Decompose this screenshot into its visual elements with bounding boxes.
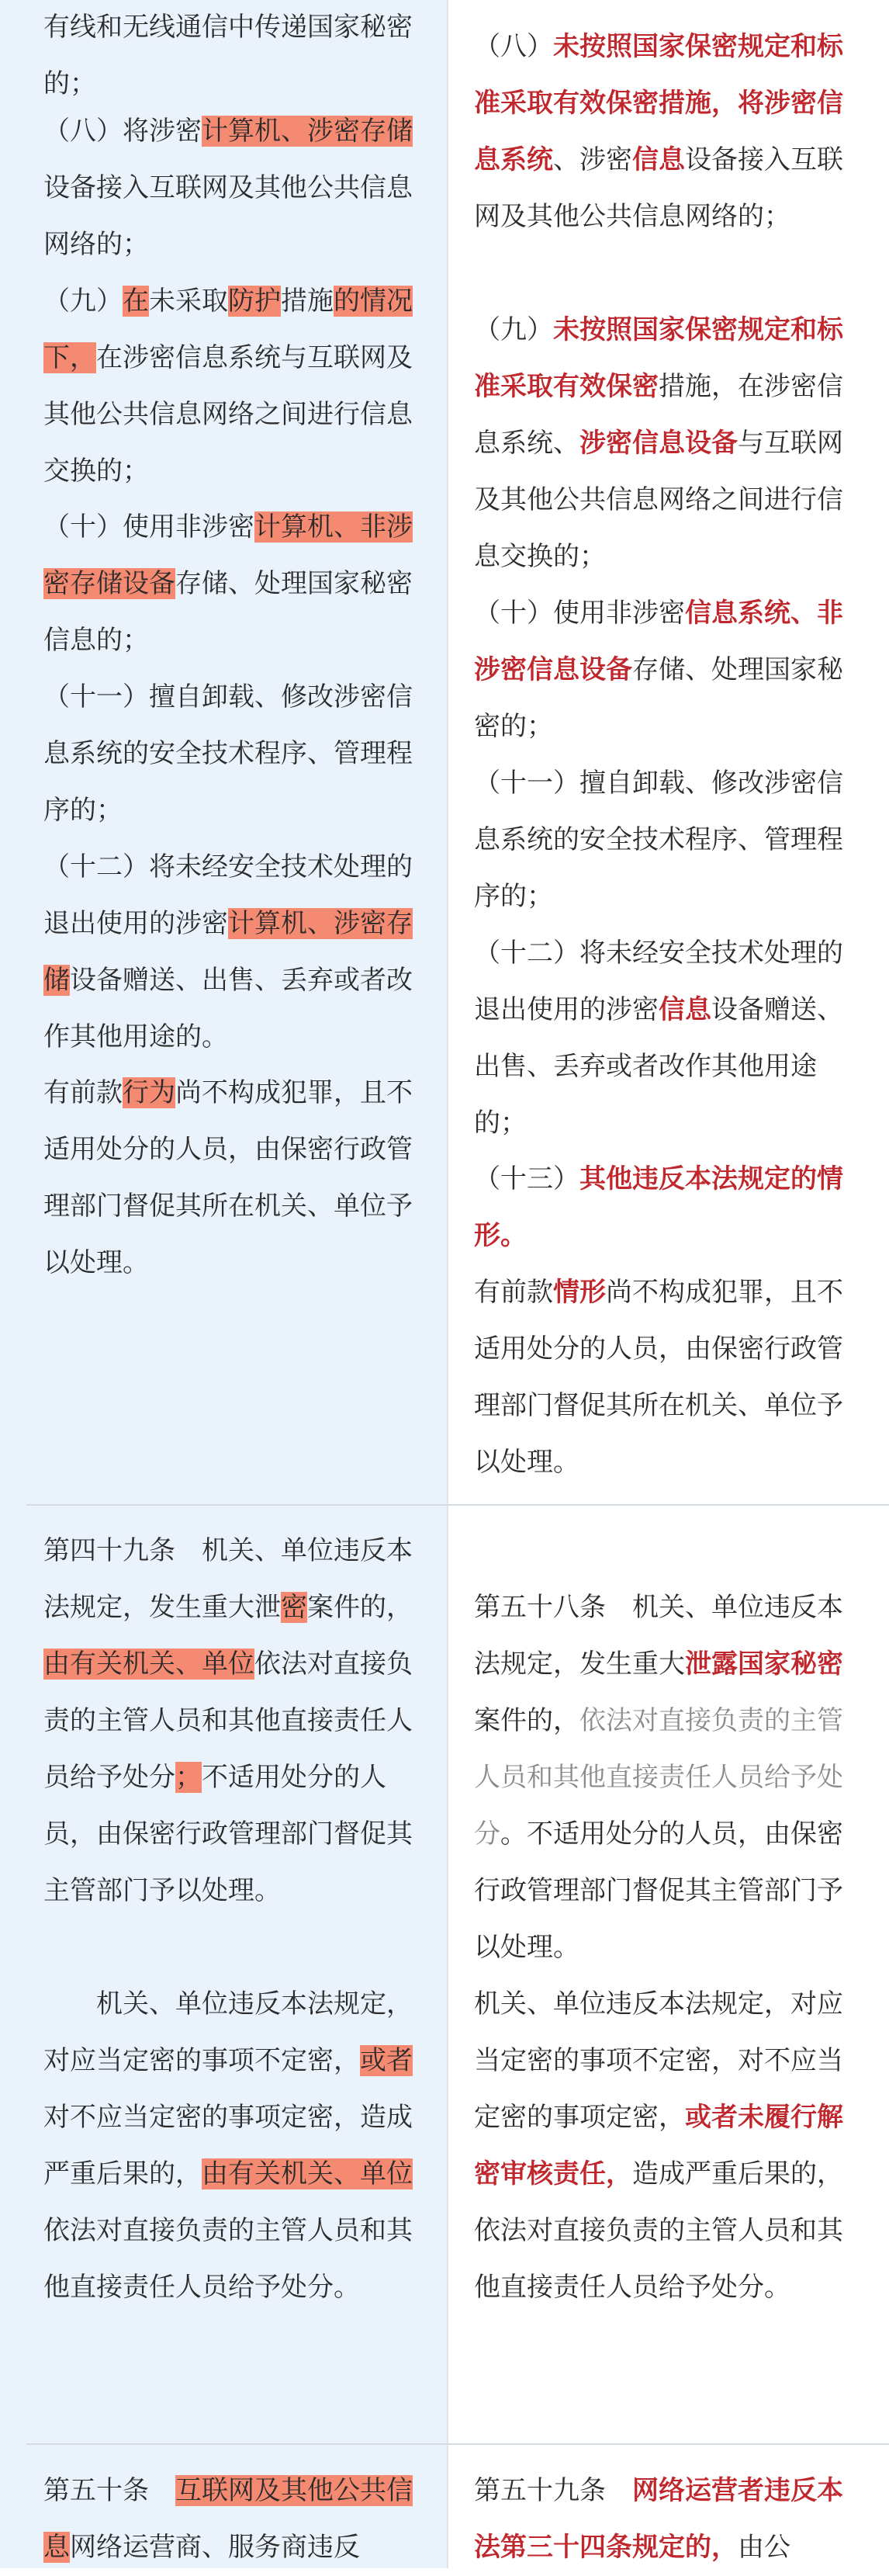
old-item-11: （十一）擅自卸载、修改涉密信息系统的安全技术程序、管理程序的； <box>43 681 413 826</box>
deleted-text-highlight: 由有关机关、单位 <box>43 1649 254 1680</box>
old-text-fragment: 有线和无线通信中传递国家秘密的； <box>43 12 413 99</box>
old-item-9: （九）在未采取防护措施的情况下，在涉密信息系统与互联网及其他公共信息网络之间进行信息交换的； <box>43 286 413 487</box>
new-item-13: （十三）其他违反本法规定的情形。 <box>474 1163 843 1251</box>
added-text: 其他违反本法规定的情形。 <box>474 1163 843 1251</box>
deleted-text-highlight: 计算机、非涉密存储设备 <box>43 511 413 599</box>
added-text: 情形 <box>553 1277 606 1308</box>
old-article-49-paragraph-2: 机关、单位违反本法规定，对应当定密的事项不定密，或者对不应当定密的事项定密，造成严重后果的，由有关机关、单位依法对直接负责的主管人员和其他直接责任人员给予处分。 <box>43 1988 413 2303</box>
old-item-8: （八）将涉密计算机、涉密存储设备接入互联网及其他公共信息网络的； <box>43 116 413 260</box>
added-text: 网络运营者违反本法第三十四条规定的， <box>474 2475 843 2563</box>
new-article-58: 第五十八条 机关、单位违反本法规定，发生重大泄露国家秘密案件的，依法对直接负责的主管人员和其他直接责任人员给予处分。不适用处分的人员，由保密行政管理部门督促其主管部门予以处理。 <box>474 1592 843 1963</box>
deleted-text-highlight: 计算机、涉密存储 <box>43 908 413 996</box>
new-item-8: （八）未按照国家保密规定和标准采取有效保密措施，将涉密信息系统、涉密信息设备接入互联网及其他公共信息网络的； <box>474 31 843 232</box>
new-article-59: 第五十九条 网络运营者违反本法第三十四条规定的，由公 <box>474 2475 843 2563</box>
deleted-text-highlight: 或者 <box>360 2045 413 2076</box>
new-item-11: （十一）擅自卸载、修改涉密信息系统的安全技术程序、管理程序的； <box>474 768 843 912</box>
deleted-text-highlight: 的情况下， <box>43 286 413 373</box>
moved-text: 依法对直接负责的主管人员和其他直接责任人员给予处分 <box>474 1705 843 1850</box>
new-article-58-paragraph-2: 机关、单位违反本法规定，对应当定密的事项不定密，对不应当定密的事项定密，或者未履行解密审核责任，造成严重后果的，依法对直接负责的主管人员和其他直接责任人员给予处分。 <box>474 1988 843 2303</box>
old-item-10: （十）使用非涉密计算机、非涉密存储设备存储、处理国家秘密信息的； <box>43 511 413 656</box>
added-text: 信息系统、非涉密信息设备 <box>474 598 843 685</box>
old-article-50: 第五十条 互联网及其他公共信息网络运营商、服务商违反 <box>43 2475 413 2563</box>
column-divider <box>447 0 448 2568</box>
added-text: 信息 <box>632 144 685 175</box>
deleted-text-highlight: 在 <box>123 286 149 317</box>
added-text: 或者未履行解密审核责任， <box>474 2102 843 2189</box>
row-divider <box>26 2443 889 2445</box>
deleted-text-highlight: ； <box>175 1762 202 1793</box>
added-text: 未按照国家保密规定和标准采取有效保密 <box>474 314 843 402</box>
row-divider <box>26 1504 889 1506</box>
added-text: 信息 <box>659 994 711 1025</box>
added-text: 涉密信息设备 <box>579 428 738 459</box>
new-closing-paragraph: 有前款情形尚不构成犯罪，且不适用处分的人员，由保密行政管理部门督促其所在机关、单位予以处理。 <box>474 1277 843 1478</box>
old-article-49: 第四十九条 机关、单位违反本法规定，发生重大泄密案件的，由有关机关、单位依法对直接负责的主管人员和其他直接责任人员给予处分；不适用处分的人员，由保密行政管理部门督促其主管部门予以处理。 <box>43 1535 413 1906</box>
new-item-12: （十二）将未经安全技术处理的退出使用的涉密信息设备赠送、出售、丢弃或者改作其他用途的； <box>474 938 843 1139</box>
new-item-10: （十）使用非涉密信息系统、非涉密信息设备存储、处理国家秘密的； <box>474 598 843 742</box>
added-text: 未按照国家保密规定和标准采取有效保密措施，将涉密信息系统 <box>474 31 843 175</box>
deleted-text-highlight: 计算机、涉密存储 <box>202 116 413 147</box>
new-item-9: （九）未按照国家保密规定和标准采取有效保密措施，在涉密信息系统、涉密信息设备与互联网及其他公共信息网络之间进行信息交换的； <box>474 314 843 572</box>
deleted-text-highlight: 密 <box>281 1592 307 1623</box>
deleted-text-highlight: 行为 <box>123 1077 175 1108</box>
old-item-12: （十二）将未经安全技术处理的退出使用的涉密计算机、涉密存储设备赠送、出售、丢弃或者改作其他用途的。 <box>43 851 413 1052</box>
old-closing-paragraph: 有前款行为尚不构成犯罪，且不适用处分的人员，由保密行政管理部门督促其所在机关、单位予以处理。 <box>43 1077 413 1278</box>
deleted-text-highlight: 防护 <box>228 286 281 317</box>
added-text: 泄露国家秘密 <box>685 1649 843 1680</box>
deleted-text-highlight: 互联网及其他公共信息 <box>43 2475 413 2563</box>
deleted-text-highlight: 由有关机关、单位 <box>202 2158 413 2189</box>
